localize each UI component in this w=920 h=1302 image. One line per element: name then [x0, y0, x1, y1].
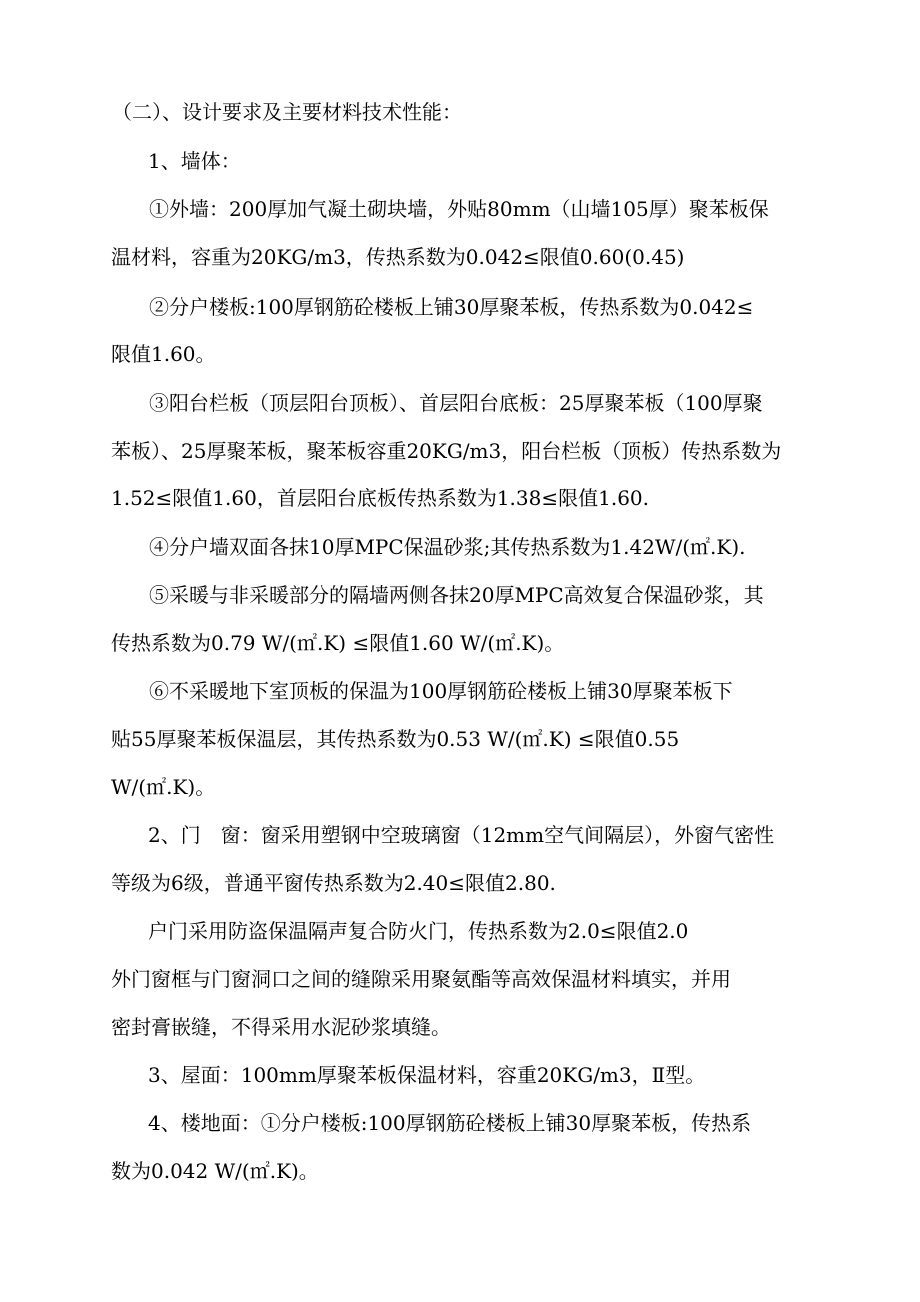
floor-slab-line-1: ②分户楼板:100厚钢筋砼楼板上铺30厚聚苯板，传热系数为0.042≤ [149, 295, 754, 319]
basement-line-2: 贴55厚聚苯板保温层，其传热系数为0.53 W/(㎡.K) ≤限值0.55 [111, 727, 680, 751]
door-line: 户门采用防盗保温隔声复合防火门，传热系数为2.0≤限值2.0 [148, 919, 689, 943]
basement-line-3: W/(㎡.K)。 [111, 775, 216, 799]
gap-sealing-line-2: 密封膏嵌缝，不得采用水泥砂浆填缝。 [111, 1015, 451, 1039]
exterior-wall-line-1: ①外墙：200厚加气凝土砌块墙，外贴80mm（山墙105厚）聚苯板保 [149, 197, 769, 221]
floor-line-2: 数为0.042 W/(㎡.K)。 [111, 1159, 319, 1183]
heated-divider-line-2: 传热系数为0.79 W/(㎡.K) ≤限值1.60 W/(㎡.K)。 [111, 631, 565, 655]
heated-divider-line-1: ⑤采暖与非采暖部分的隔墙两侧各抹20厚MPC高效复合保温砂浆，其 [149, 583, 764, 607]
wall-title: 1、墙体： [148, 149, 241, 173]
roof-line: 3、屋面：100mm厚聚苯板保温材料，容重20KG/m3，Ⅱ型。 [148, 1063, 706, 1087]
section-heading: （二）、设计要求及主要材料技术性能： [112, 100, 462, 124]
windows-line-2: 等级为6级，普通平窗传热系数为2.40≤限值2.80. [111, 871, 556, 895]
floor-line-1: 4、楼地面：①分户楼板:100厚钢筋砼楼板上铺30厚聚苯板，传热系 [148, 1111, 752, 1135]
balcony-line-1: ③阳台栏板（顶层阳台顶板）、首层阳台底板：25厚聚苯板（100厚聚 [149, 391, 763, 415]
floor-slab-line-2: 限值1.60。 [111, 342, 216, 366]
balcony-line-2: 苯板）、25厚聚苯板，聚苯板容重20KG/m3，阳台栏板（顶板）传热系数为 [111, 439, 782, 463]
balcony-line-3: 1.52≤限值1.60，首层阳台底板传热系数为1.38≤限值1.60. [111, 486, 649, 510]
basement-line-1: ⑥不采暖地下室顶板的保温为100厚钢筋砼楼板上铺30厚聚苯板下 [149, 679, 733, 703]
windows-line-1: 2、门 窗：窗采用塑钢中空玻璃窗（12mm空气间隔层），外窗气密性 [148, 823, 775, 847]
partition-wall-line: ④分户墙双面各抹10厚MPC保温砂浆;其传热系数为1.42W/(㎡.K). [149, 535, 746, 559]
exterior-wall-line-2: 温材料，容重为20KG/m3，传热系数为0.042≤限值0.60(0.45) [111, 245, 685, 269]
gap-sealing-line-1: 外门窗框与门窗洞口之间的缝隙采用聚氨酯等高效保温材料填实，并用 [111, 967, 731, 991]
